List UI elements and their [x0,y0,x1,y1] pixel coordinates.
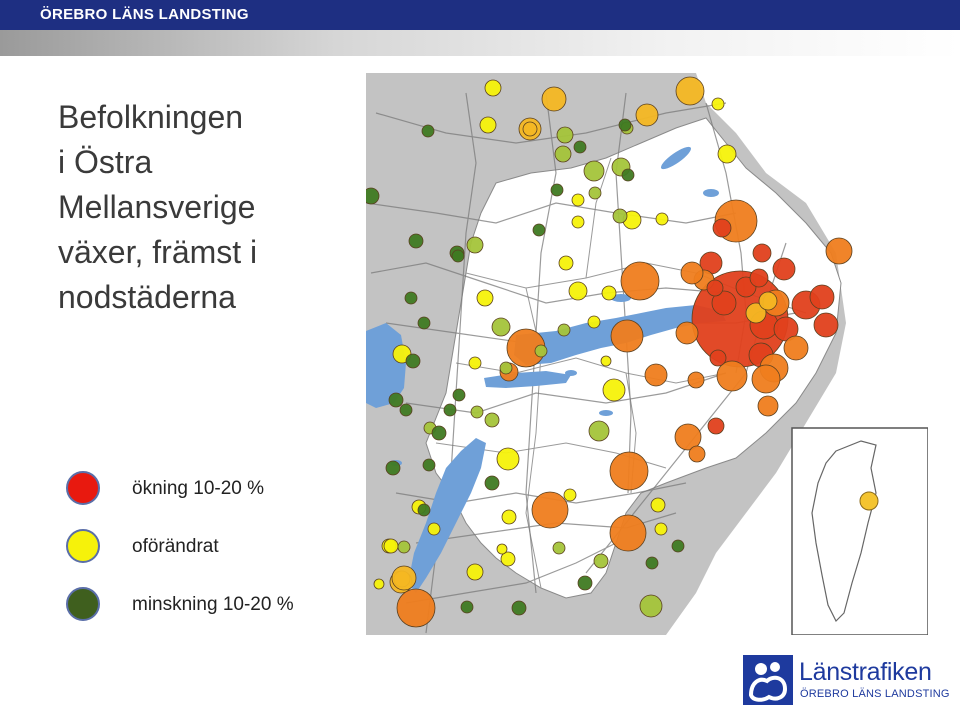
map-svg [366,73,928,635]
title-line: Befolkningen [58,99,244,135]
town-circle [418,317,430,329]
town-circle [681,262,703,284]
town-circle [533,224,545,236]
town-circle [532,492,568,528]
town-circle [589,187,601,199]
town-circle [422,125,434,137]
population-map [366,73,928,635]
town-circle [611,320,643,352]
logo-subtitle: ÖREBRO LÄNS LANDSTING [800,688,950,700]
town-circle [601,356,611,366]
town-circle [553,542,565,554]
town-circle [773,258,795,280]
town-circle [688,372,704,388]
lanstrafiken-logo [743,655,950,705]
organization-name: ÖREBRO LÄNS LANDSTING [40,6,249,23]
town-circle [708,418,724,434]
town-circle [753,244,771,262]
town-circle [676,322,698,344]
town-circle [558,324,570,336]
town-circle [750,269,768,287]
header-gradient-band [0,30,960,56]
town-circle [574,141,586,153]
town-circle [619,119,631,131]
title-line: nodstäderna [58,279,236,315]
town-circle [610,515,646,551]
town-circle [497,544,507,554]
town-circle [500,362,512,374]
town-circle [589,421,609,441]
header-bar [0,0,960,30]
town-circle [676,77,704,105]
town-circle [453,389,465,401]
town-circle [578,576,592,590]
town-circle [758,396,778,416]
town-circle [418,504,430,516]
legend-label: ökning 10-20 % [132,478,265,499]
town-circle [405,292,417,304]
town-circle [646,557,658,569]
title-line: växer, främst i [58,234,258,270]
legend-label: minskning 10-20 % [132,594,294,615]
town-circle [432,426,446,440]
town-circle [572,194,584,206]
gotland-inset [792,428,928,635]
town-circle [477,290,493,306]
town-circle [557,127,573,143]
town-circle [710,350,726,366]
town-circle [502,510,516,524]
town-circle [384,539,398,553]
town-circle [814,313,838,337]
town-circle [366,188,379,204]
town-circle [492,318,510,336]
town-circle [467,564,483,580]
town-circle [428,523,440,535]
town-circle [613,209,627,223]
town-circle [406,354,420,368]
town-circle [485,80,501,96]
town-circle [523,122,537,136]
town-circle [640,595,662,617]
town-circle [718,145,736,163]
logo-brand: Länstrafiken [799,658,932,686]
town-circle [752,365,780,393]
town-circle [389,393,403,407]
town-circle [603,379,625,401]
town-circle [398,541,410,553]
town-circle [707,280,723,296]
town-circle [713,219,731,237]
town-circle [423,459,435,471]
increase-swatch [66,471,100,505]
town-circle [559,256,573,270]
town-circle [409,234,423,248]
town-circle [512,601,526,615]
town-circle [689,446,705,462]
town-circle [461,601,473,613]
town-circle [655,523,667,535]
town-circle [759,292,777,310]
town-circle [645,364,667,386]
unchanged-swatch [66,529,100,563]
town-circle [374,579,384,589]
town-circle [621,262,659,300]
town-circle [656,213,668,225]
town-circle [594,554,608,568]
title-line: i Östra [58,144,153,180]
town-circle [810,285,834,309]
town-circle [469,357,481,369]
title-line: Mellansverige [58,189,256,225]
town-circle [651,498,665,512]
legend-label: oförändrat [132,536,219,557]
town-circle [485,413,499,427]
town-circle [542,87,566,111]
town-circle [452,250,464,262]
town-circle [444,404,456,416]
town-circle [535,345,547,357]
town-circle [555,146,571,162]
town-circle [551,184,563,196]
town-circle [564,489,576,501]
town-circle [588,316,600,328]
town-circle [400,404,412,416]
town-circle [397,589,435,627]
slide-title [58,95,358,320]
town-circle [826,238,852,264]
people-hug-icon [743,655,793,705]
town-circle [636,104,658,126]
town-circle [467,237,483,253]
town-circle [584,161,604,181]
town-circle [784,336,808,360]
town-circle [569,282,587,300]
town-circle [712,98,724,110]
town-circle [622,169,634,181]
decrease-swatch [66,587,100,621]
town-circle [392,566,416,590]
town-circle [497,448,519,470]
town-circle [485,476,499,490]
town-circle [471,406,483,418]
town-circle [572,216,584,228]
town-circle [386,461,400,475]
town-circle [672,540,684,552]
town-circle [602,286,616,300]
town-circle [610,452,648,490]
town-circle [480,117,496,133]
